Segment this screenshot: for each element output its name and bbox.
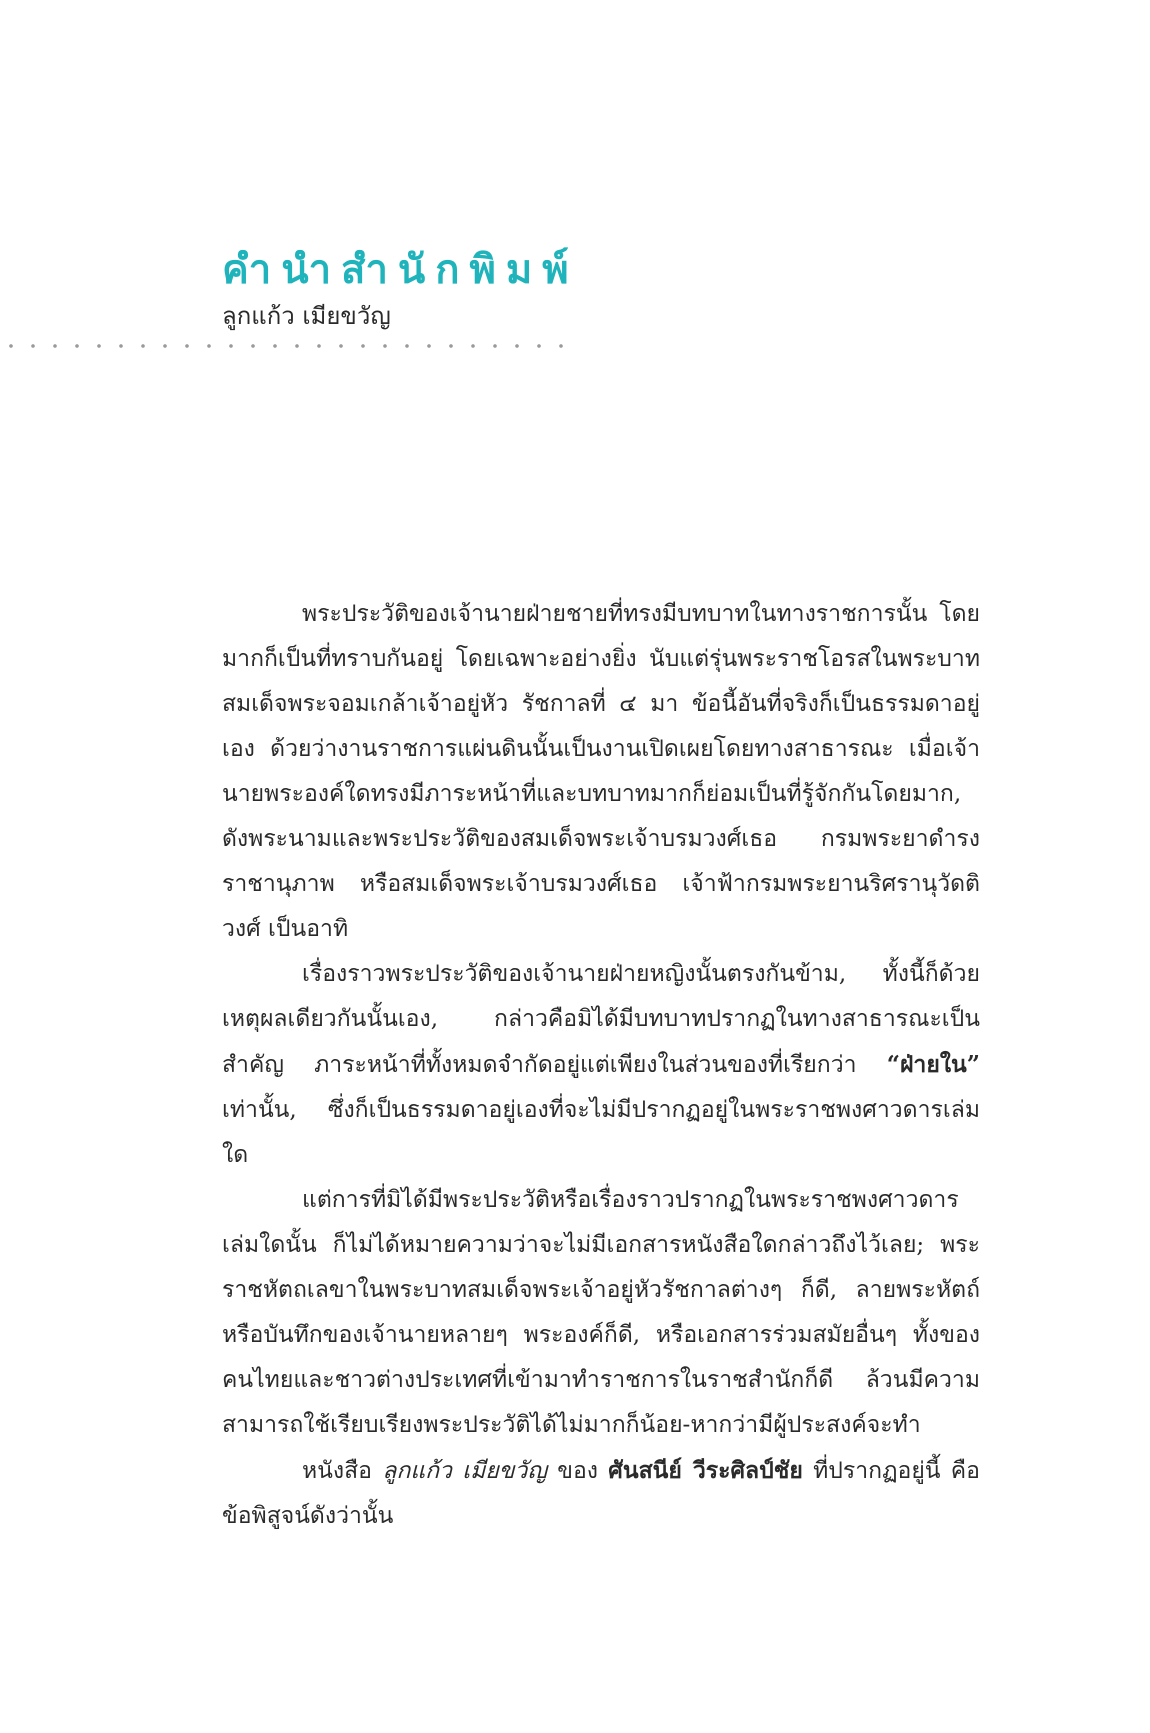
book-author: ศันสนีย์ วีระศิลป์ชัย: [608, 1457, 803, 1484]
paragraph-3: แต่การที่มิได้มีพระประวัติหรือเรื่องราวปรากฏในพระราชพงศาวดารเล่มใดนั้น ก็ไม่ได้หมายความว่าจะไม่มีเอกสารหนังสือใดกล่าวถึงไว้เลย; พระราชหัตถเลขาในพระบาทสมเด็จพระเจ้าอยู่หัวรัชกาลต่างๆ ก็ดี, ลายพระหัตถ์หรือบันทึกของเจ้านายหลายๆ พระองค์ก็ดี, หรือเอกสารร่วมสมัยอื่นๆ ทั้งของคนไทยและชาวต่างประเทศที่เข้ามาทำราชการในราชสำนักก็ดี ล้วนมีความสามารถใช้เรียบเรียงพระประวัติได้ไม่มากก็น้อย-หากว่ามีผู้ประสงค์จะทำ: [222, 1187, 980, 1438]
page-title: คำนำสำนักพิมพ์: [222, 247, 579, 293]
paragraph-1: พระประวัติของเจ้านายฝ่ายชายที่ทรงมีบทบาทในทางราชการนั้น โดยมากก็เป็นที่ทราบกันอยู่ โดยเฉพาะอย่างยิ่ง นับแต่รุ่นพระราชโอรสในพระบาทสมเด็จพระจอมเกล้าเจ้าอยู่หัว รัชกาลที่ ๔ มา ข้อนี้อันที่จริงก็เป็นธรรมดาอยู่เอง ด้วยว่างานราชการแผ่นดินนั้นเป็นงานเปิดเผยโดยทางสาธารณะ เมื่อเจ้านายพระองค์ใดทรงมีภาระหน้าที่และบทบาทมากก็ย่อมเป็นที่รู้จักกันโดยมาก, ดังพระนามและพระประวัติของสมเด็จพระเจ้าบรมวงศ์เธอ กรมพระยาดำรงราชานุภาพ หรือสมเด็จพระเจ้าบรมวงศ์เธอ เจ้าฟ้ากรมพระยานริศรานุวัดติวงศ์ เป็นอาทิ: [222, 601, 980, 942]
paragraph-4: [222, 1448, 980, 1539]
header: [222, 245, 582, 331]
dotted-divider: [0, 344, 565, 348]
paragraph-2: [222, 952, 980, 1178]
body-text: [222, 592, 980, 1539]
paragraph-4-text-a: หนังสือ: [302, 1458, 383, 1484]
author-name: ลูกแก้ว เมียขวัญ: [222, 302, 391, 330]
paragraph-2-text-b: เท่านั้น, ซึ่งก็เป็นธรรมดาอยู่เองที่จะไม่มีปรากฏอยู่ในพระราชพงศาวดารเล่มใด: [222, 1097, 980, 1168]
paragraph-4-text-c: ที่ปรากฏอยู่นี้ คือข้อพิสูจน์ดังว่านั้น: [222, 1458, 980, 1529]
paragraph-2-text-a: เรื่องราวพระประวัติของเจ้านายฝ่ายหญิงนั้นตรงกันข้าม, ทั้งนี้ก็ด้วยเหตุผลเดียวกันนั้นเอง, กล่าวคือมิได้มีบทบาทปรากฏในทางสาธารณะเป็นสำคัญ ภาระหน้าที่ทั้งหมดจำกัดอยู่แต่เพียงในส่วนของที่เรียกว่า: [222, 961, 980, 1078]
book-title: ลูกแก้ว เมียขวัญ: [382, 1458, 547, 1484]
term-fai-nai: “ฝ่ายใน”: [886, 1051, 980, 1078]
paragraph-4-text-b: ของ: [546, 1458, 609, 1484]
